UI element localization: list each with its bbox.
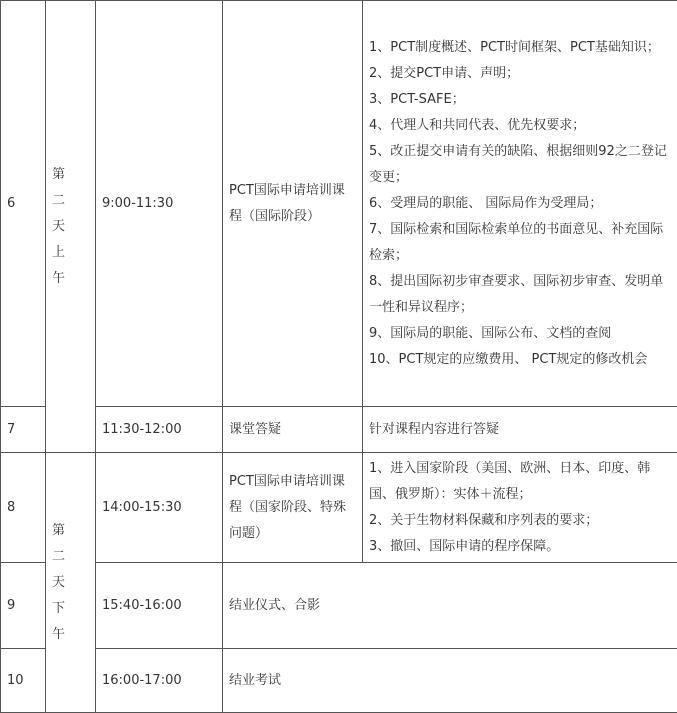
row-number: 7 xyxy=(1,407,46,453)
content-cell xyxy=(363,407,677,453)
content-line: 10、PCT规定的应缴费用、 PCT规定的修改机会 xyxy=(369,351,648,367)
course-cell: PCT国际申请培训课程（国际阶段） xyxy=(223,1,363,407)
course-cell: 课堂答疑 xyxy=(223,407,363,453)
content-line: 4、代理人和共同代表、优先权要求； xyxy=(369,117,586,133)
content-line: 8、提出国际初步审查要求、国际初步审查、发明单一性和异议程序； xyxy=(369,273,664,315)
time-cell: 15:40-16:00 xyxy=(96,563,223,649)
row-number: 8 xyxy=(1,453,46,563)
content-line: 9、国际局的职能、国际公布、文档的查阅 xyxy=(369,325,612,341)
content-line: 6、受理局的职能、 国际局作为受理局； xyxy=(369,195,603,211)
course-cell: 结业仪式、合影 xyxy=(223,563,677,649)
content-cell xyxy=(363,453,677,563)
content-line: 1、进入国家阶段（美国、欧洲、日本、印度、韩国、俄罗斯）：实体＋流程； xyxy=(369,460,651,502)
row-number: 6 xyxy=(1,1,46,407)
content-line: 1、PCT制度概述、PCT时间框架、PCT基础知识； xyxy=(369,39,660,55)
session-afternoon xyxy=(46,453,96,713)
content-line: 针对课程内容进行答疑 xyxy=(369,421,500,437)
table-row-9 xyxy=(1,563,677,649)
row-number: 10 xyxy=(1,649,46,713)
session-morning xyxy=(46,1,96,453)
session-label: 第二天下午 xyxy=(52,522,76,642)
content-line: 7、国际检索和国际检索单位的书面意见、补充国际检索； xyxy=(369,221,664,263)
content-line: 2、提交PCT申请、声明； xyxy=(369,65,520,81)
time-cell: 16:00-17:00 xyxy=(96,649,223,713)
table-row-7 xyxy=(1,407,677,453)
session-label: 第二天上午 xyxy=(52,166,76,286)
table-row-6 xyxy=(1,1,677,407)
table-row-10 xyxy=(1,649,677,713)
content-line: 3、PCT-SAFE； xyxy=(369,91,465,107)
time-cell: 9:00-11:30 xyxy=(96,1,223,407)
row-number: 9 xyxy=(1,563,46,649)
content-line: 3、撤回、国际申请的程序保障。 xyxy=(369,538,560,554)
table-row-8 xyxy=(1,453,677,563)
content-cell xyxy=(363,1,677,407)
course-cell: PCT国际申请培训课程（国家阶段、特殊问题） xyxy=(223,453,363,563)
time-cell: 14:00-15:30 xyxy=(96,453,223,563)
content-line: 5、改正提交申请有关的缺陷、根据细则92之二登记变更； xyxy=(369,143,667,185)
time-cell: 11:30-12:00 xyxy=(96,407,223,453)
course-cell: 结业考试 xyxy=(223,649,677,713)
content-line: 2、关于生物材料保藏和序列表的要求； xyxy=(369,512,599,528)
